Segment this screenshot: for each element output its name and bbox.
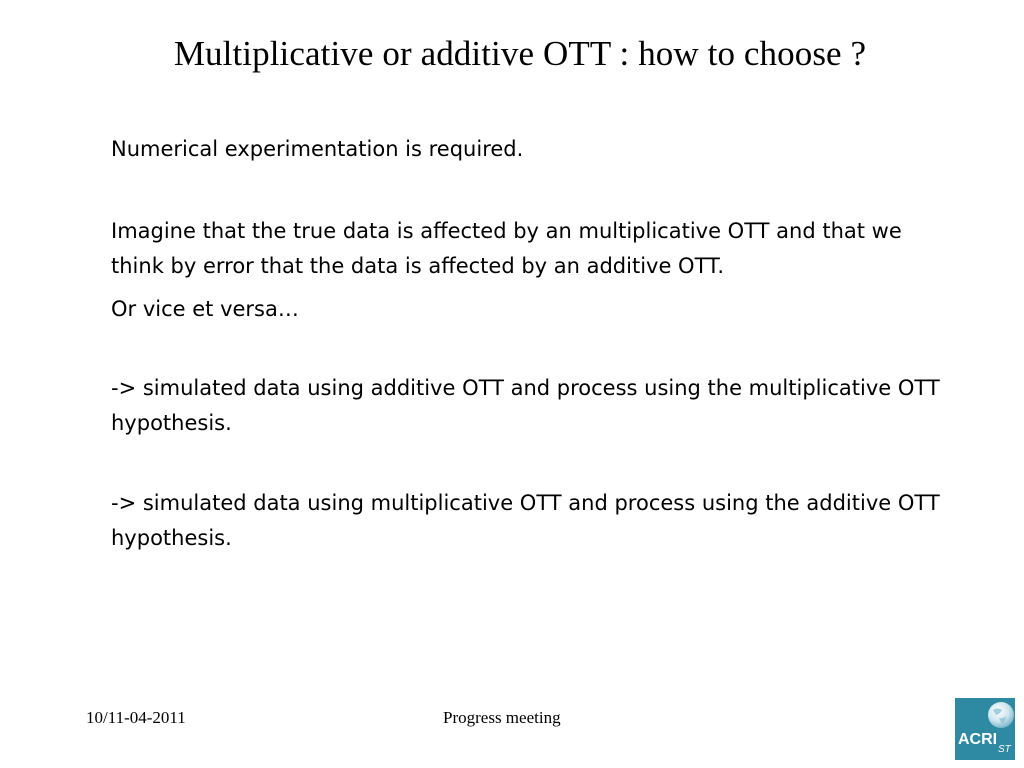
footer-title: Progress meeting bbox=[443, 708, 561, 727]
paragraph-4: -> simulated data using additive OTT and process using the multiplicative OTT hypothesis. bbox=[111, 376, 940, 435]
company-logo bbox=[955, 698, 1015, 760]
footer-date: 10/11-04-2011 bbox=[86, 708, 186, 727]
paragraph-5: -> simulated data using multiplicative OTT and process using the additive OTT hypothesis. bbox=[111, 491, 940, 550]
logo-subtext: ST bbox=[998, 744, 1011, 755]
logo-text: ACRI bbox=[958, 731, 998, 748]
paragraph-1: Numerical experimentation is required. bbox=[111, 137, 524, 161]
slide-title: Multiplicative or additive OTT : how to choose ? bbox=[173, 34, 867, 73]
paragraph-2: Imagine that the true data is affected by an multiplicative OTT and that we think by error that the data is affected by an additive OTT. bbox=[111, 219, 902, 278]
paragraph-3: Or vice et versa… bbox=[111, 297, 299, 321]
